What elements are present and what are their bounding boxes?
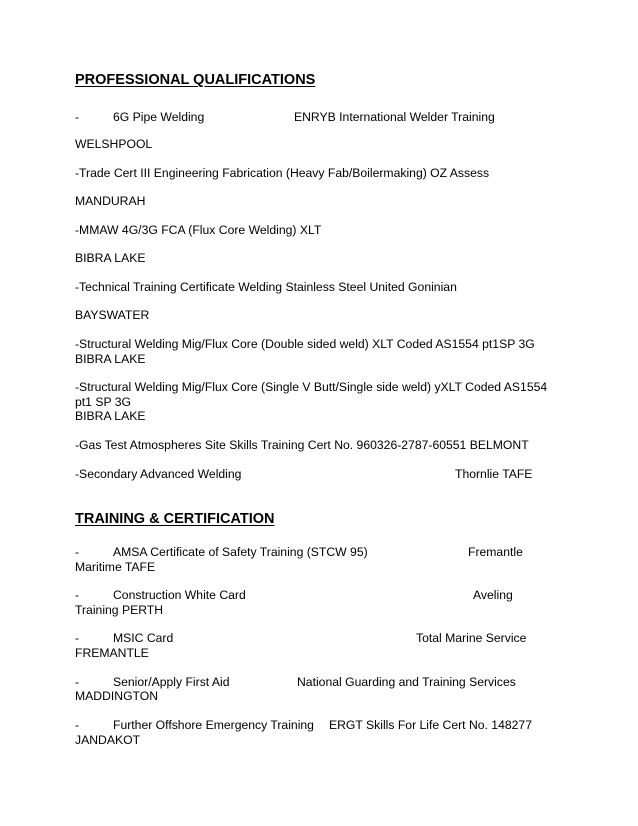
training-course: AMSA Certificate of Safety Training (STCW 95) xyxy=(113,545,368,559)
bullet-dash: - xyxy=(75,718,80,732)
training-provider: National Guarding and Training Services xyxy=(297,675,516,689)
section-title-professional-qualifications: PROFESSIONAL QUALIFICATIONS xyxy=(75,72,316,88)
training-course: Construction White Card xyxy=(113,588,246,602)
location-line: BAYSWATER xyxy=(75,308,150,322)
bullet-dash: - xyxy=(75,588,80,602)
location-line: MANDURAH xyxy=(75,194,146,208)
qualification-line: -Gas Test Atmospheres Site Skills Training Cert No. 960326-2787-60551 BELMONT xyxy=(75,438,529,452)
training-provider-cont: MADDINGTON xyxy=(75,689,159,703)
qualification-provider: Thornlie TAFE xyxy=(455,467,533,481)
qualification-course: 6G Pipe Welding xyxy=(113,110,205,124)
bullet-dash: - xyxy=(75,110,80,124)
training-provider: Aveling xyxy=(473,588,513,602)
location-line: BIBRA LAKE xyxy=(75,251,146,265)
training-provider-cont: JANDAKOT xyxy=(75,733,141,747)
section-title-training-certification: TRAINING & CERTIFICATION xyxy=(75,511,275,527)
qualification-line: -Structural Welding Mig/Flux Core (Single V Butt/Single side weld) yXLT Coded AS1554 xyxy=(75,380,548,394)
training-provider-cont: Training PERTH xyxy=(75,603,164,617)
training-provider-cont: FREMANTLE xyxy=(75,646,149,660)
training-provider-cont: Maritime TAFE xyxy=(75,560,156,574)
location-line: BIBRA LAKE xyxy=(75,409,146,423)
training-course: MSIC Card xyxy=(113,631,174,645)
qualification-course: -Secondary Advanced Welding xyxy=(75,467,242,481)
location-line: BIBRA LAKE xyxy=(75,352,146,366)
training-course: Senior/Apply First Aid xyxy=(113,675,230,689)
training-course: Further Offshore Emergency Training xyxy=(113,718,314,732)
qualification-line: -MMAW 4G/3G FCA (Flux Core Welding) XLT xyxy=(75,223,322,237)
qualification-provider: ENRYB International Welder Training xyxy=(294,110,495,124)
training-provider: Total Marine Service xyxy=(416,631,527,645)
training-provider: ERGT Skills For Life Cert No. 148277 xyxy=(329,718,532,732)
bullet-dash: - xyxy=(75,631,80,645)
qualification-line-cont: pt1 SP 3G xyxy=(75,395,132,409)
qualification-line: -Trade Cert III Engineering Fabrication (Heavy Fab/Boilermaking) OZ Assess xyxy=(75,166,490,180)
bullet-dash: - xyxy=(75,545,80,559)
qualification-line: -Technical Training Certificate Welding Stainless Steel United Goninian xyxy=(75,280,457,294)
location-line: WELSHPOOL xyxy=(75,137,153,151)
training-provider: Fremantle xyxy=(468,545,523,559)
bullet-dash: - xyxy=(75,675,80,689)
qualification-line: -Structural Welding Mig/Flux Core (Double sided weld) XLT Coded AS1554 pt1SP 3G xyxy=(75,337,535,351)
